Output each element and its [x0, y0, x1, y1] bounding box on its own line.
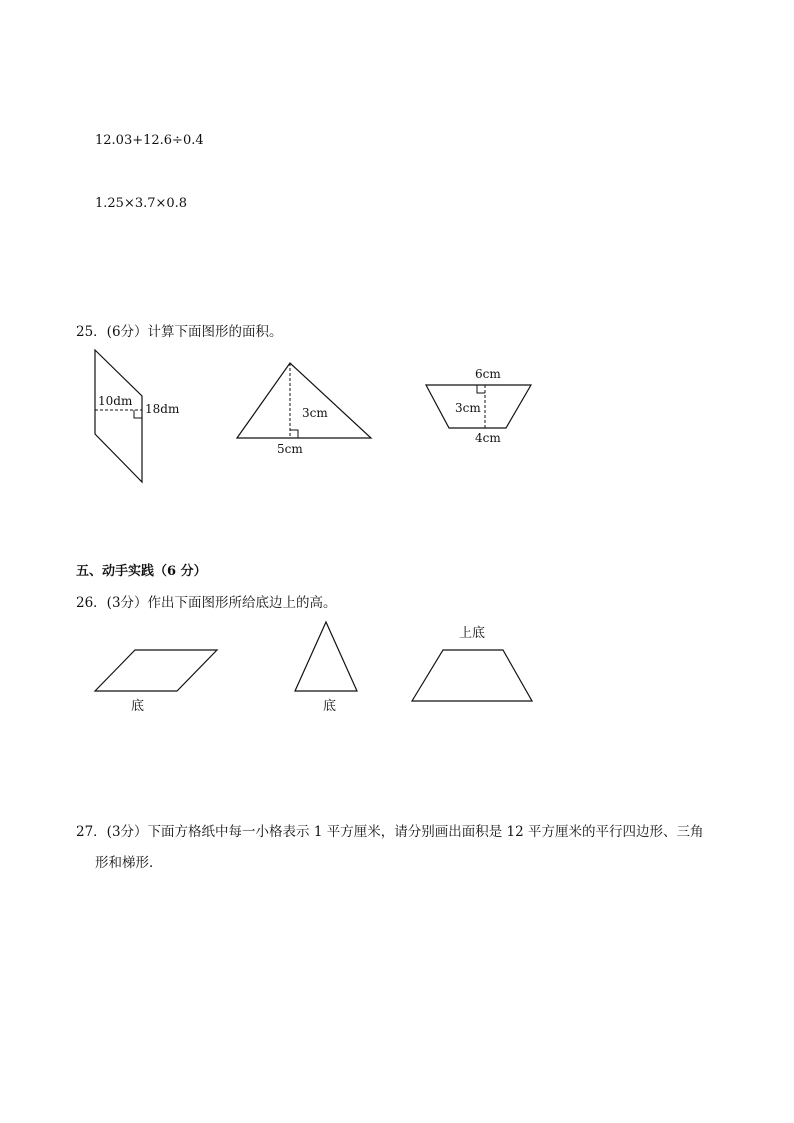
q25-trapezoid-top-label: 6cm — [475, 367, 501, 381]
q26-trapezoid-top-label: 上底 — [459, 626, 486, 641]
q25-trapezoid-bottom-label: 4cm — [475, 431, 501, 445]
q25-triangle-base-label: 5cm — [277, 442, 303, 456]
q25-trapezoid — [426, 367, 531, 445]
expression-1: 12.03+12.6÷0.4 — [95, 133, 204, 148]
q26-parallelogram — [95, 650, 217, 714]
question-25-text: 25．(6分）计算下面图形的面积。 — [76, 324, 283, 340]
q26-triangle-base-label: 底 — [323, 699, 337, 714]
q25-parallelogram — [95, 350, 180, 482]
expression-2: 1.25×3.7×0.8 — [95, 196, 188, 211]
q26-trapezoid — [412, 625, 532, 701]
q25-triangle-height-label: 3cm — [302, 406, 328, 420]
q25-parallelogram-height-label: 10dm — [98, 394, 133, 408]
section-5-title: 五、动手实践（6 分） — [76, 564, 207, 579]
q26-triangle — [295, 622, 357, 714]
q25-triangle — [237, 363, 371, 456]
question-26-text: 26．(3分）作出下面图形所给底边上的高。 — [76, 595, 337, 611]
q25-parallelogram-side-label: 18dm — [145, 402, 180, 416]
question-27-line-2: 形和梯形． — [95, 855, 163, 871]
q26-parallelogram-base-label: 底 — [131, 699, 145, 714]
question-27-line-1: 27．(3分）下面方格纸中每一小格表示 1 平方厘米，请分别画出面积是 12 平方厘米的平行四边形、三角 — [76, 824, 704, 840]
q25-trapezoid-height-label: 3cm — [455, 401, 481, 415]
